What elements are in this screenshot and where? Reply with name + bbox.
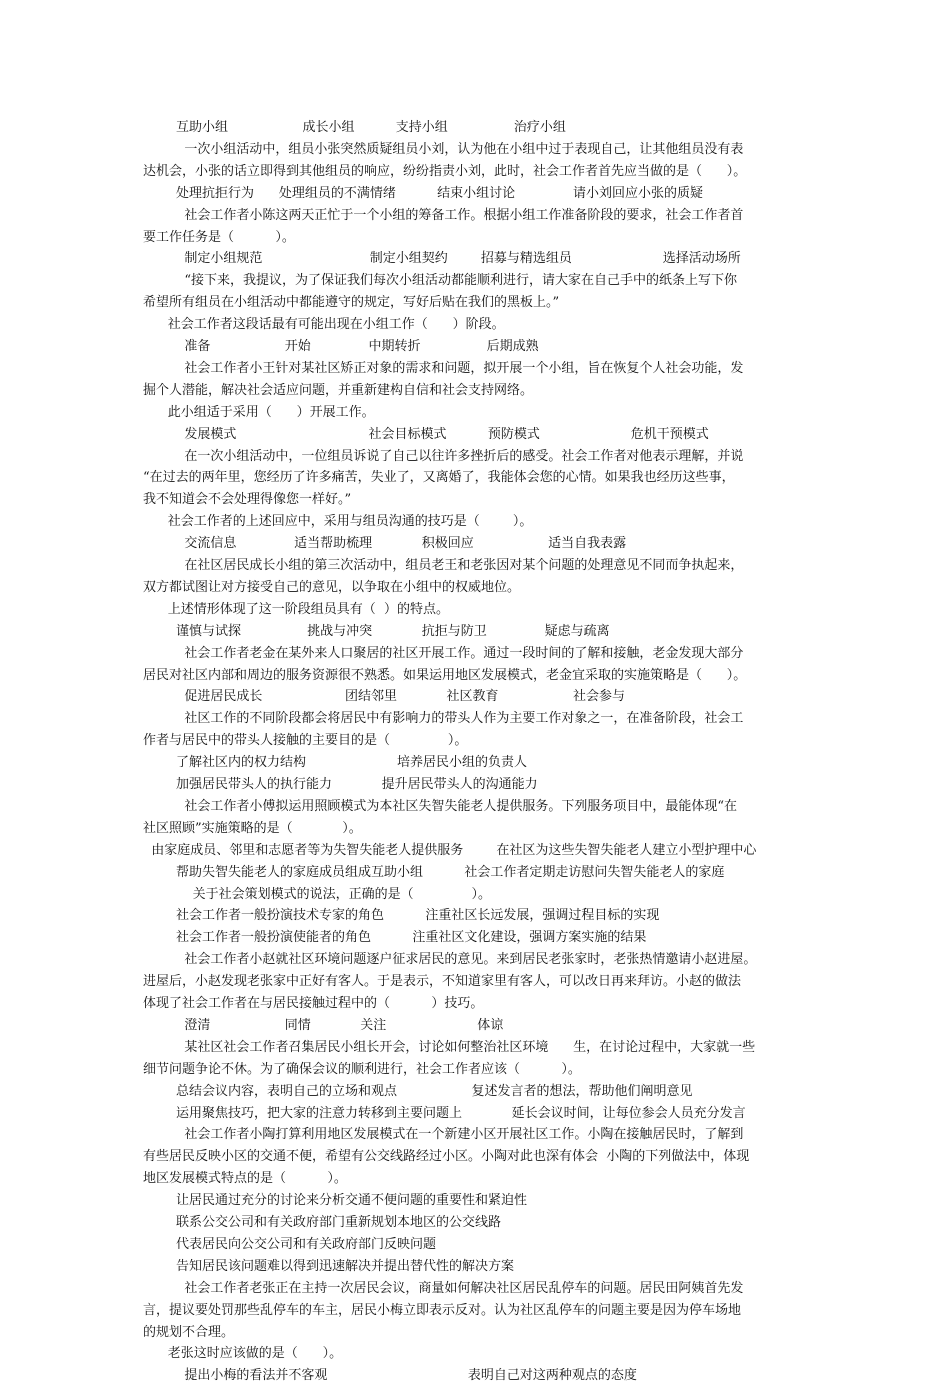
text-line: 在一次小组活动中，一位组员诉说了自己以往许多挫折后的感受。社会工作者对他表示理解，并说: [143, 448, 744, 464]
text-line: 在社区居民成长小组的第三次活动中，组员老王和老张因对某个问题的处理意见不同而争执起来，: [143, 558, 744, 573]
text-line: 社会工作者小王针对某社区矫正对象的需求和问题，拟开展一个小组，旨在恢复个人社会功能，发: [143, 360, 744, 376]
text-line: 帮助失智失能老人的家庭成员组成互助小组 社会工作者定期走访慰问失智失能老人的家庭: [143, 864, 725, 880]
text-line: 某社区社会工作者召集居民小组长开会，讨论如何整治社区环境 生，在讨论过程中，大家就一些: [143, 1039, 756, 1055]
text-line: 代表居民向公交公司和有关政府部门反映问题: [143, 1236, 437, 1252]
text-line: 社会工作者小赵就社区环境问题逐户征求居民的意见。来到居民老张家时，老张热情邀请小赵进屋。: [143, 952, 757, 968]
text-line: 提出小梅的看法并不客观 表明自己对这两种观点的态度: [143, 1368, 637, 1384]
text-line: 关于社会策划模式的说法，正确的是（ ）。: [143, 886, 491, 902]
text-line: 由家庭成员、邻里和志愿者等为失智失能老人提供服务 在社区为这些失智失能老人建立小型护理中心: [143, 842, 757, 858]
text-line: 社会工作者一般扮演使能者的角色 注重社区文化建设，强调方案实施的结果: [143, 930, 647, 946]
text-line: 双方都试图让对方接受自己的意见，以争取在小组中的权威地位。: [143, 579, 521, 595]
text-line: 希望所有组员在小组活动中都能遵守的规定，写好后贴在我们的黑板上。”: [143, 295, 560, 311]
text-line: 社会工作者小陈这两天正忙于一个小组的筹备工作。根据小组工作准备阶段的要求，社会工作者首: [143, 207, 744, 223]
text-line: 作者与居民中的带头人接触的主要目的是（ ）。: [143, 733, 468, 749]
text-line: 要工作任务是（ ）。: [143, 229, 295, 245]
text-line: 让居民通过充分的讨论来分析交通不便问题的重要性和紧迫性: [143, 1193, 528, 1209]
text-line: 体现了社会工作者在与居民接触过程中的（ ）技巧。: [143, 996, 484, 1011]
text-line: 谨慎与试探 挑战与冲突 抗拒与防卫 疑虑与疏离: [143, 623, 610, 639]
text-line: 我不知道会不会处理得像您一样好。”: [143, 492, 352, 508]
text-line: 细节问题争论不休。为了确保会议的顺利进行，社会工作者应该（ ）。: [143, 1061, 581, 1077]
text-line: 运用聚焦技巧，把大家的注意力转移到主要问题上 延长会议时间，让每位参会人员充分发言: [143, 1105, 746, 1121]
text-line: 社会工作者一般扮演技术专家的角色 注重社区长远发展，强调过程目标的实现: [143, 908, 660, 924]
text-line: 联系公交公司和有关政府部门重新规划本地区的公交线路: [143, 1215, 502, 1230]
text-line: 的规划不合理。: [143, 1324, 235, 1340]
text-line: 社会工作者小傅拟运用照顾模式为本社区失智失能老人提供服务。下列服务项目中，最能体现“在: [143, 798, 737, 814]
text-line: 准备 开始 中期转折 后期成熟: [143, 339, 539, 354]
text-line: 有些居民反映小区的交通不便，希望有公交线路经过小区。小陶对此也深有体会 小陶的下列做法中，体现: [143, 1149, 750, 1165]
text-line: 一次小组活动中，组员小张突然质疑组员小刘，认为他在小组中过于表现自己，让其他组员没有表: [143, 141, 744, 157]
text-line: 进屋后，小赵发现老张家中正好有客人。于是表示，不知道家里有客人，可以改日再来拜访。小赵的做法: [143, 974, 742, 990]
text-line: 社会工作者老张正在主持一次居民会议，商量如何解决社区居民乱停车的问题。居民田阿姨首先发: [143, 1280, 744, 1296]
text-line: 了解社区内的权力结构 培养居民小组的负责人: [143, 755, 527, 771]
text-line: 社会工作者的上述回应中，采用与组员沟通的技巧是（ ）。: [143, 514, 533, 530]
text-line: 促进居民成长 团结邻里 社区教育 社会参与: [143, 689, 625, 705]
text-line: 社会工作者这段话最有可能出现在小组工作（ ）阶段。: [143, 317, 505, 333]
text-line: 互助小组 成长小组 支持小组 治疗小组: [143, 120, 566, 135]
text-line: 总结会议内容，表明自己的立场和观点 复述发言者的想法，帮助他们阐明意见: [143, 1083, 693, 1099]
text-line: 居民对社区内部和周边的服务资源很不熟悉。如果运用地区发展模式，老金宜采取的实施策略是（ ）。: [143, 667, 747, 683]
text-line: 掘个人潜能，解决社会适应问题，并重新建构自信和社会支持网络。: [143, 382, 534, 398]
text-line: 达机会，小张的话立即得到其他组员的响应，纷纷指责小刘，此时，社会工作者首先应当做的是（ ）。: [143, 163, 747, 179]
text-line: 加强居民带头人的执行能力 提升居民带头人的沟通能力: [143, 777, 538, 792]
text-line: 言，提议要处罚那些乱停车的车主，居民小梅立即表示反对。认为社区乱停车的问题主要是因为停车场地: [143, 1302, 742, 1318]
text-line: 告知居民该问题难以得到迅速解决并提出替代性的解决方案: [143, 1258, 515, 1274]
text-line: 社会工作者小陶打算利用地区发展模式在一个新建小区开展社区工作。小陶在接触居民时，了解到: [143, 1127, 744, 1143]
text-line: 澄清 同情 关注 体谅: [143, 1017, 504, 1033]
text-line: 社区照顾”实施策略的是（ ）。: [143, 820, 362, 836]
text-line: 制定小组规范 制定小组契约 招募与精选组员 选择活动场所: [143, 251, 741, 267]
text-line: 社区工作的不同阶段都会将居民中有影响力的带头人作为主要工作对象之一，在准备阶段，社会工: [143, 711, 744, 727]
text-line: 老张这时应该做的是（ ）。: [143, 1346, 343, 1362]
text-line: “在过去的两年里，您经历了许多痛苦，失业了，又离婚了，我能体会您的心情。如果我也经历这些事，: [143, 470, 735, 486]
text-line: 上述情形体现了这一阶段组员具有（ ）的特点。: [143, 601, 450, 617]
text-line: 此小组适于采用（ ）开展工作。: [143, 404, 375, 420]
text-line: 交流信息 适当帮助梳理 积极回应 适当自我表露: [143, 536, 627, 552]
text-line: 发展模式 社会目标模式 预防模式 危机干预模式: [143, 426, 709, 442]
text-line: 地区发展模式特点的是（ ）。: [143, 1171, 347, 1187]
text-line: 处理抗拒行为 处理组员的不满情绪 结束小组讨论 请小刘回应小张的质疑: [143, 185, 704, 201]
text-line: “接下来，我提议，为了保证我们每次小组活动都能顺利进行，请大家在自己手中的纸条上写下你: [143, 273, 737, 289]
text-line: 社会工作者老金在某外来人口聚居的社区开展工作。通过一段时间的了解和接触，老金发现大部分: [143, 645, 744, 661]
